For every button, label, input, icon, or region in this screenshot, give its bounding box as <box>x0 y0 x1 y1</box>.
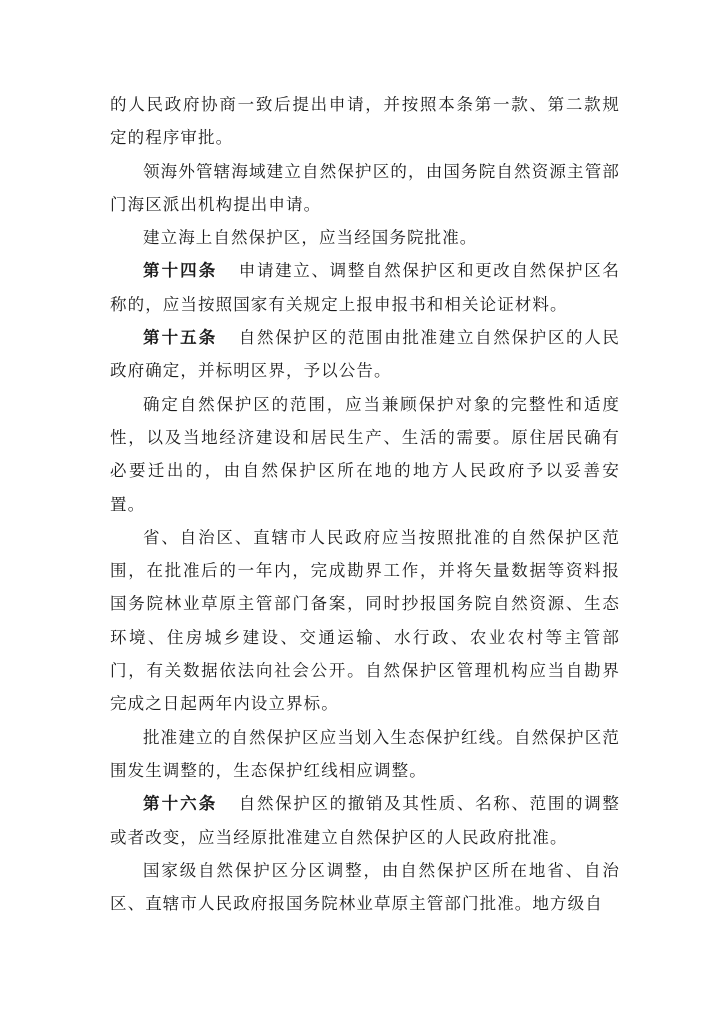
paragraph-2 <box>110 155 620 222</box>
paragraph-10 <box>110 854 620 921</box>
paragraph-10-text: 国家级自然保护区分区调整，由自然保护区所在地省、自治区、直辖市人民政府报国务院林业草原主管部门批准。地方级自 <box>110 860 620 914</box>
paragraph-3 <box>110 221 620 254</box>
paragraph-1-text: 的人民政府协商一致后提出申请，并按照本条第一款、第二款规定的程序审批。 <box>110 95 620 148</box>
paragraph-8-text: 批准建立的自然保护区应当划入生态保护红线。自然保护区范围发生调整的，生态保护红线相应调整。 <box>110 727 620 780</box>
article-15-number: 第十五条 <box>143 328 218 348</box>
paragraph-1 <box>110 88 620 155</box>
paragraph-2-text: 领海外管辖海域建立自然保护区的，由国务院自然资源主管部门海区派出机构提出申请。 <box>110 161 620 214</box>
article-14-number: 第十四条 <box>143 261 218 281</box>
article-16-text: 自然保护区的撤销及其性质、名称、范围的调整或者改变，应当经原批准建立自然保护区的人民政府批准。 <box>110 794 620 847</box>
article-15-text: 自然保护区的范围由批准建立自然保护区的人民政府确定，并标明区界，予以公告。 <box>110 328 620 381</box>
article-14-text: 申请建立、调整自然保护区和更改自然保护区名称的，应当按照国家有关规定上报申报书和相关论证材料。 <box>110 261 620 314</box>
paragraph-7-text: 省、自治区、直辖市人民政府应当按照批准的自然保护区范围，在批准后的一年内，完成勘界工作，并将矢量数据等资料报国务院林业草原主管部门备案，同时抄报国务院自然资源、生态环境、住房城乡建设、交通运输、水行政、农业农村等主管部门，有关数据依法向社会公开。自然保护区管理机构应当自勘界完成之日起两年内设立界标。 <box>110 527 620 714</box>
paragraph-6 <box>110 388 620 521</box>
paragraph-8 <box>110 721 620 788</box>
article-16 <box>110 787 620 854</box>
paragraph-7 <box>110 521 620 721</box>
article-16-number: 第十六条 <box>143 794 218 814</box>
article-14 <box>110 254 620 321</box>
paragraph-6-text: 确定自然保护区的范围，应当兼顾保护对象的完整性和适度性，以及当地经济建设和居民生产、生活的需要。原住居民确有必要迁出的，由自然保护区所在地的地方人民政府予以妥善安置。 <box>110 394 620 514</box>
article-15 <box>110 321 620 388</box>
paragraph-3-text: 建立海上自然保护区，应当经国务院批准。 <box>143 228 478 248</box>
document-body <box>110 88 620 920</box>
